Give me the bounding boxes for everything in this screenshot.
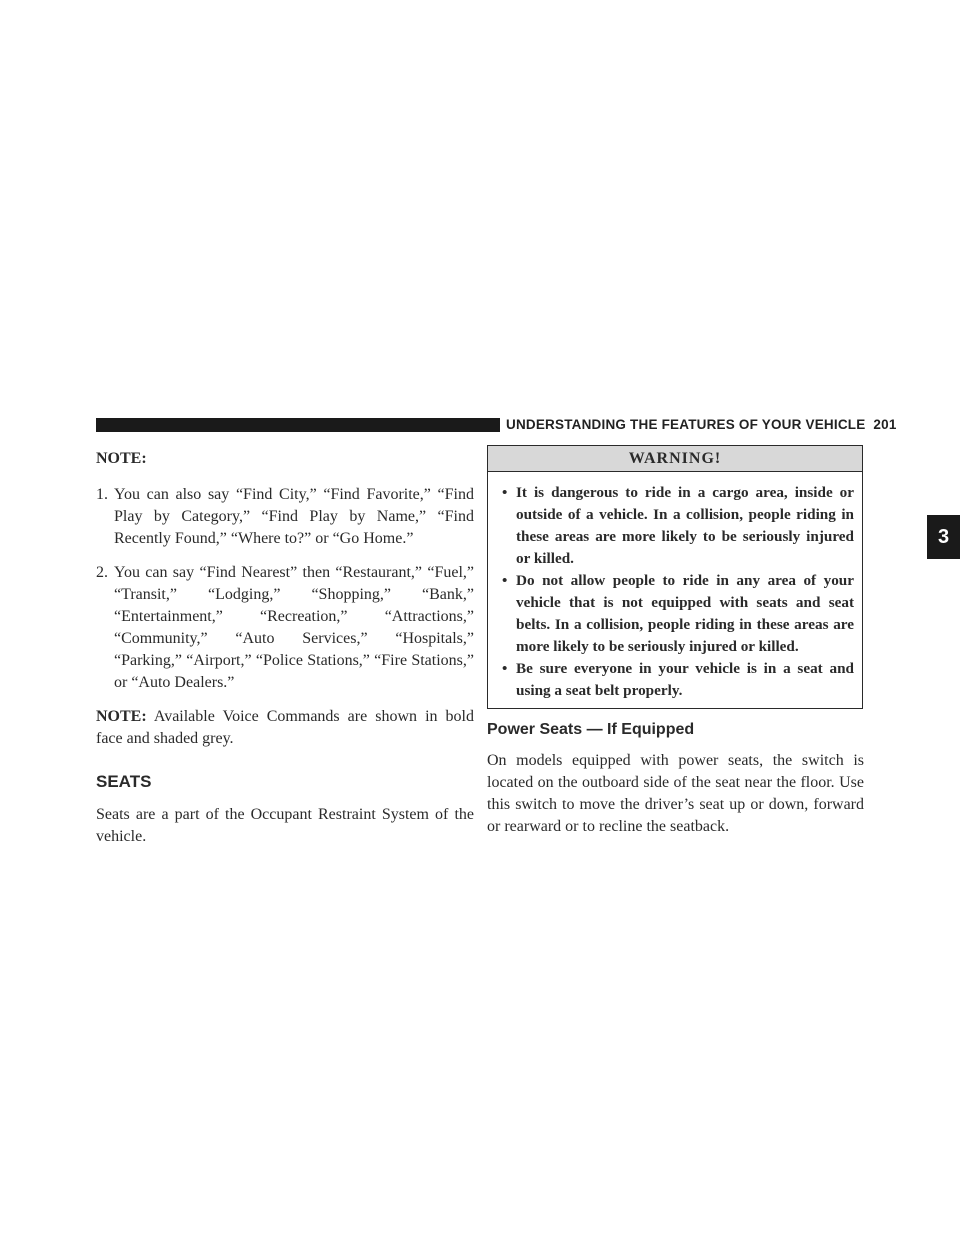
warning-item	[502, 570, 854, 658]
bullet-icon: •	[502, 572, 508, 589]
list-item	[96, 562, 474, 694]
note-heading: NOTE:	[96, 450, 147, 467]
chapter-tab: 3	[927, 515, 960, 559]
warning-list	[488, 472, 862, 708]
warning-text: Do not allow people to ride in any area of your vehicle that is not equipped with seats and seat belts. In a collision, people riding in these areas are more likely to be seriously injured or killed.	[516, 572, 854, 655]
list-number: 1.	[96, 486, 108, 503]
note-label: NOTE:	[96, 708, 147, 725]
left-column	[96, 448, 474, 848]
list-item	[96, 484, 474, 550]
header-bar	[96, 418, 500, 432]
page-number: 201	[873, 417, 897, 432]
warning-item	[502, 658, 854, 702]
subsection-title: Power Seats — If Equipped	[487, 721, 695, 738]
warning-box	[487, 445, 863, 709]
list-text: You can say “Find Nearest” then “Restaurant,” “Fuel,” “Transit,” “Lodging,” “Shopping,” “Bank,” “Entertainment,” “Recreation,” “Attractions,” “Community,” “Auto Services,” “Hospitals,” “Parking,” “Airport,” “Police Stations,” “Fire Stations,” or “Auto Dealers.”	[114, 564, 474, 691]
running-header	[506, 417, 897, 432]
bullet-icon: •	[502, 484, 508, 501]
subsection-paragraph: On models equipped with power seats, the switch is located on the outboard side of the seat near the floor. Use this switch to move the driver’s seat up or down, forward or rearward or to recline the seatback.	[487, 752, 864, 835]
warning-text: It is dangerous to ride in a cargo area, inside or outside of a vehicle. In a collision, people riding in these areas are more likely to be seriously injured or killed.	[516, 484, 854, 567]
voice-command-list	[96, 484, 474, 694]
note-text: Available Voice Commands are shown in bold face and shaded grey.	[96, 708, 474, 747]
bullet-icon: •	[502, 660, 508, 677]
list-text: You can also say “Find City,” “Find Favorite,” “Find Play by Category,” “Find Play by Name,” “Find Recently Found,” “Where to?” or “Go Home.”	[114, 486, 474, 547]
note-paragraph	[96, 706, 474, 750]
section-title: SEATS	[96, 772, 152, 791]
warning-item	[502, 482, 854, 570]
list-number: 2.	[96, 564, 108, 581]
warning-title: WARNING!	[488, 446, 862, 472]
warning-text: Be sure everyone in your vehicle is in a seat and using a seat belt properly.	[516, 660, 854, 699]
section-paragraph: Seats are a part of the Occupant Restraint System of the vehicle.	[96, 806, 474, 845]
chapter-title: UNDERSTANDING THE FEATURES OF YOUR VEHICLE	[506, 417, 866, 432]
right-column	[487, 445, 864, 838]
